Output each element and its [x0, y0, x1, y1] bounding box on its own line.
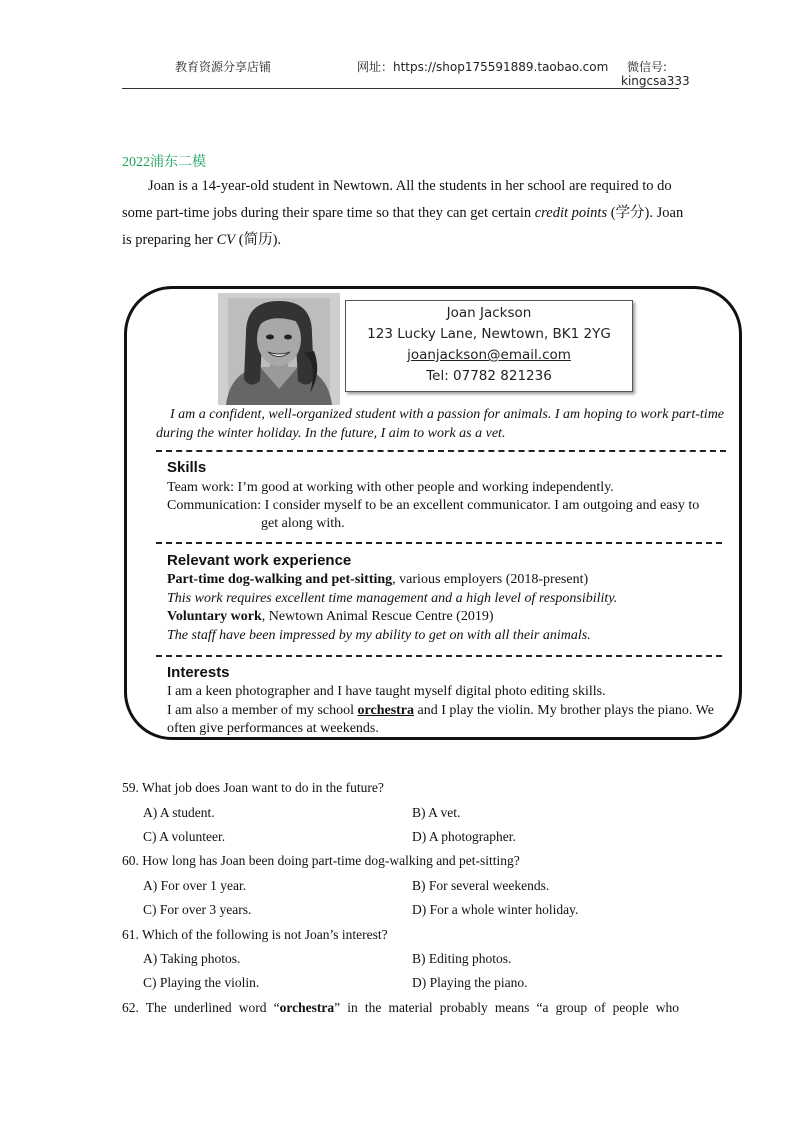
contact-name: Joan Jackson: [446, 305, 532, 321]
personal-statement-line-2: during the winter holiday. In the future, I aim to work as a vet.: [156, 426, 506, 441]
intro-line-3: is preparing her CV (简历).: [122, 232, 282, 248]
orchestra-word-q62: orchestra: [279, 1000, 335, 1015]
interest-line-1: I am a keen photographer and I have taught myself digital photo editing skills.: [167, 684, 606, 699]
header-wechat-id: kingcsa333: [621, 74, 690, 88]
header-wechat-label: 微信号:: [627, 60, 668, 74]
interest-line-3: often give performances at weekends.: [167, 721, 379, 736]
header-shop-name: 教育资源分享店铺: [175, 60, 272, 74]
question-62-stem: 62. The underlined word “orchestra” in the material probably means “a group of people who: [122, 1000, 679, 1015]
question-59-option-d: D) A photographer.: [412, 829, 516, 844]
intro-line-1: Joan is a 14-year-old student in Newtown. All the students in her school are required to do: [148, 178, 672, 194]
contact-email: joanjackson@email.com: [407, 347, 571, 363]
contact-address: 123 Lucky Lane, Newtown, BK1 2YG: [367, 326, 611, 342]
experience-job-1-note: This work requires excellent time management and a high level of responsibility.: [167, 591, 618, 606]
experience-heading: Relevant work experience: [167, 552, 352, 569]
question-61-option-d: D) Playing the piano.: [412, 975, 528, 990]
portrait-illustration: [218, 293, 340, 405]
header-divider: [122, 88, 679, 89]
interests-heading: Interests: [167, 664, 230, 681]
question-59-option-c: C) A volunteer.: [143, 829, 226, 844]
section-divider: [156, 655, 722, 657]
skill-teamwork: Team work: I’m good at working with other people and working independently.: [167, 480, 614, 495]
question-61-option-a: A) Taking photos.: [143, 951, 241, 966]
question-59-stem: 59. What job does Joan want to do in the future?: [122, 780, 384, 795]
contact-phone: Tel: 07782 821236: [426, 368, 552, 384]
question-60-option-d: D) For a whole winter holiday.: [412, 902, 579, 917]
experience-job-2-note: The staff have been impressed by my ability to get on with all their animals.: [167, 628, 591, 643]
section-divider: [156, 542, 722, 544]
question-61-option-b: B) Editing photos.: [412, 951, 512, 966]
source-tag: 2022浦东二模: [122, 155, 206, 170]
question-60-option-a: A) For over 1 year.: [143, 878, 247, 893]
skills-heading: Skills: [167, 459, 207, 476]
skill-communication-line-2: get along with.: [261, 516, 345, 531]
credit-points-term: credit points: [534, 205, 608, 221]
question-60-option-c: C) For over 3 years.: [143, 902, 252, 917]
experience-job-2: Voluntary work, Newtown Animal Rescue Centre (2019): [167, 609, 494, 624]
question-59-option-a: A) A student.: [143, 805, 215, 820]
question-59-option-b: B) A vet.: [412, 805, 461, 820]
skill-communication-line-1: Communication: I consider myself to be an excellent communicator. I am outgoing and easy to: [167, 498, 700, 513]
question-61-option-c: C) Playing the violin.: [143, 975, 260, 990]
question-60-option-b: B) For several weekends.: [412, 878, 550, 893]
interest-line-2: I am also a member of my school orchestra and I play the violin. My brother plays the piano. We: [167, 703, 714, 718]
cv-term: CV: [216, 232, 236, 248]
orchestra-word: orchestra: [357, 703, 415, 718]
personal-statement-line-1: I am a confident, well-organized student with a passion for animals. I am hoping to work part-time: [170, 407, 725, 422]
contact-card: [345, 300, 633, 392]
header-url: 网址：https://shop175591889.taobao.com: [357, 60, 609, 74]
experience-job-1: Part-time dog-walking and pet-sitting, various employers (2018-present): [167, 572, 589, 587]
question-61-stem: 61. Which of the following is not Joan’s interest?: [122, 927, 388, 942]
question-60-stem: 60. How long has Joan been doing part-time dog-walking and pet-sitting?: [122, 853, 520, 868]
intro-line-2: some part-time jobs during their spare time so that they can get certain credit points (学分). Joan: [122, 205, 684, 221]
section-divider: [156, 450, 726, 452]
